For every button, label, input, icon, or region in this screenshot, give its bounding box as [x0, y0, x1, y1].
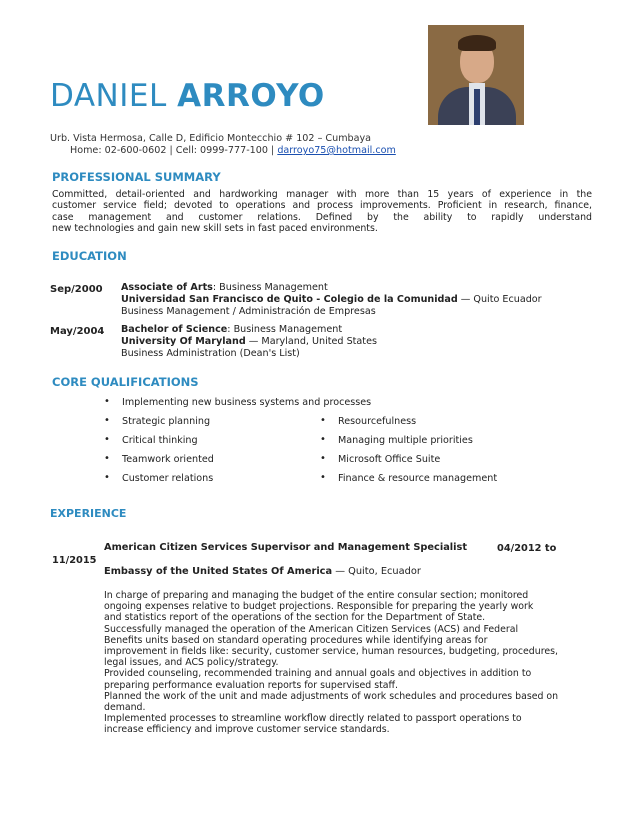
summary-text [52, 189, 592, 235]
education-entry [121, 324, 377, 360]
job-description-line: and statistics report of the operations of the section for the Department of State. [104, 612, 486, 624]
summary-line: customer service field; devoted to operations and process improvements. Proficient in research, finance, [52, 200, 592, 212]
summary-line: new technologies and gain new skill sets in fast paced environments. [52, 223, 378, 235]
job-title: American Citizen Services Supervisor and Management Specialist [104, 542, 468, 553]
email-link[interactable]: darroyo75@hotmail.com [277, 145, 396, 156]
job-description-line: Benefits units based on standard operating procedures while identifying areas for [104, 634, 488, 646]
experience-heading: EXPERIENCE [50, 507, 127, 520]
qualification-item: • Managing multiple priorities [338, 435, 473, 446]
job-description [104, 590, 558, 736]
school-location: — Maryland, United States [245, 336, 377, 347]
education-date: May/2004 [50, 326, 105, 337]
qualification-item: • Strategic planning [122, 416, 210, 427]
job-date-end: 11/2015 [52, 555, 97, 566]
summary-heading: PROFESSIONAL SUMMARY [52, 170, 221, 184]
employer-name: Embassy of the United States Of America [104, 566, 333, 577]
job-description-line: Implemented processes to streamline workflow directly related to passport operations to [104, 713, 522, 725]
job-description-line: In charge of preparing and managing the budget of the entire consular section; monitored [104, 590, 529, 601]
education-heading: EDUCATION [52, 249, 127, 263]
job-description-line: preparing performance evaluation reports for supervised staff. [104, 679, 398, 691]
job-description-line: demand. [104, 702, 146, 714]
qualification-item: • Microsoft Office Suite [338, 454, 440, 465]
qualifications-heading: CORE QUALIFICATIONS [52, 375, 199, 389]
school-name: Universidad San Francisco de Quito - Colegio de la Comunidad [121, 294, 458, 305]
degree-label: Bachelor of Science [121, 324, 228, 335]
first-name: DANIEL [50, 78, 167, 114]
school-location: — Quito Ecuador [457, 294, 542, 305]
education-date: Sep/2000 [50, 284, 103, 295]
degree-label: Associate of Arts [121, 282, 213, 293]
education-extra: Business Administration (Dean's List) [121, 348, 300, 359]
degree-field: : Business Management [227, 324, 343, 335]
job-description-line: improvement in fields like: security, customer service, human resources, budgeting, procedures, [104, 646, 558, 658]
education-extra: Business Management / Administración de Empresas [121, 306, 376, 317]
last-name: ARROYO [177, 78, 325, 114]
qualification-item: • Teamwork oriented [122, 454, 214, 465]
job-description-line: increase efficiency and improve customer service standards. [104, 724, 390, 736]
qualification-item: • Finance & resource management [338, 473, 497, 484]
employer-location: — Quito, Ecuador [332, 566, 421, 577]
job-description-line: ongoing expenses relative to budget projections. Responsible for preparing the yearly work [104, 601, 534, 613]
job-description-line: Planned the work of the unit and made adjustments of work schedules and procedures based on [104, 690, 559, 702]
profile-photo [428, 25, 524, 125]
summary-line: case management and customer relations. Defined by the ability to rapidly understand [52, 211, 592, 223]
phone-numbers: Home: 02-600-0602 | Cell: 0999-777-100 | [70, 145, 278, 156]
qualification-item: • Critical thinking [122, 435, 198, 446]
school-name: University Of Maryland [121, 336, 246, 347]
employer [104, 566, 421, 577]
degree-field: : Business Management [212, 282, 328, 293]
qualification-item: • Implementing new business systems and processes [122, 397, 371, 408]
qualification-item: • Resourcefulness [338, 416, 416, 427]
contact-line [70, 145, 396, 156]
summary-line: Committed, detail-oriented and hardworking manager with more than 15 years of experience in the [52, 189, 592, 200]
job-description-line: legal issues, and ACS policy/strategy. [104, 657, 279, 669]
education-entry [121, 282, 542, 318]
qualification-item: • Customer relations [122, 473, 213, 484]
job-description-line: Provided counseling, recommended training and annual goals and objectives in addition to [104, 668, 532, 680]
job-description-line: Successfully managed the operation of the American Citizen Services (ACS) and Federal [104, 623, 519, 635]
job-date-start: 04/2012 to [497, 543, 557, 554]
candidate-name [50, 78, 325, 114]
address: Urb. Vista Hermosa, Calle D, Edificio Montecchio # 102 – Cumbaya [50, 133, 372, 144]
